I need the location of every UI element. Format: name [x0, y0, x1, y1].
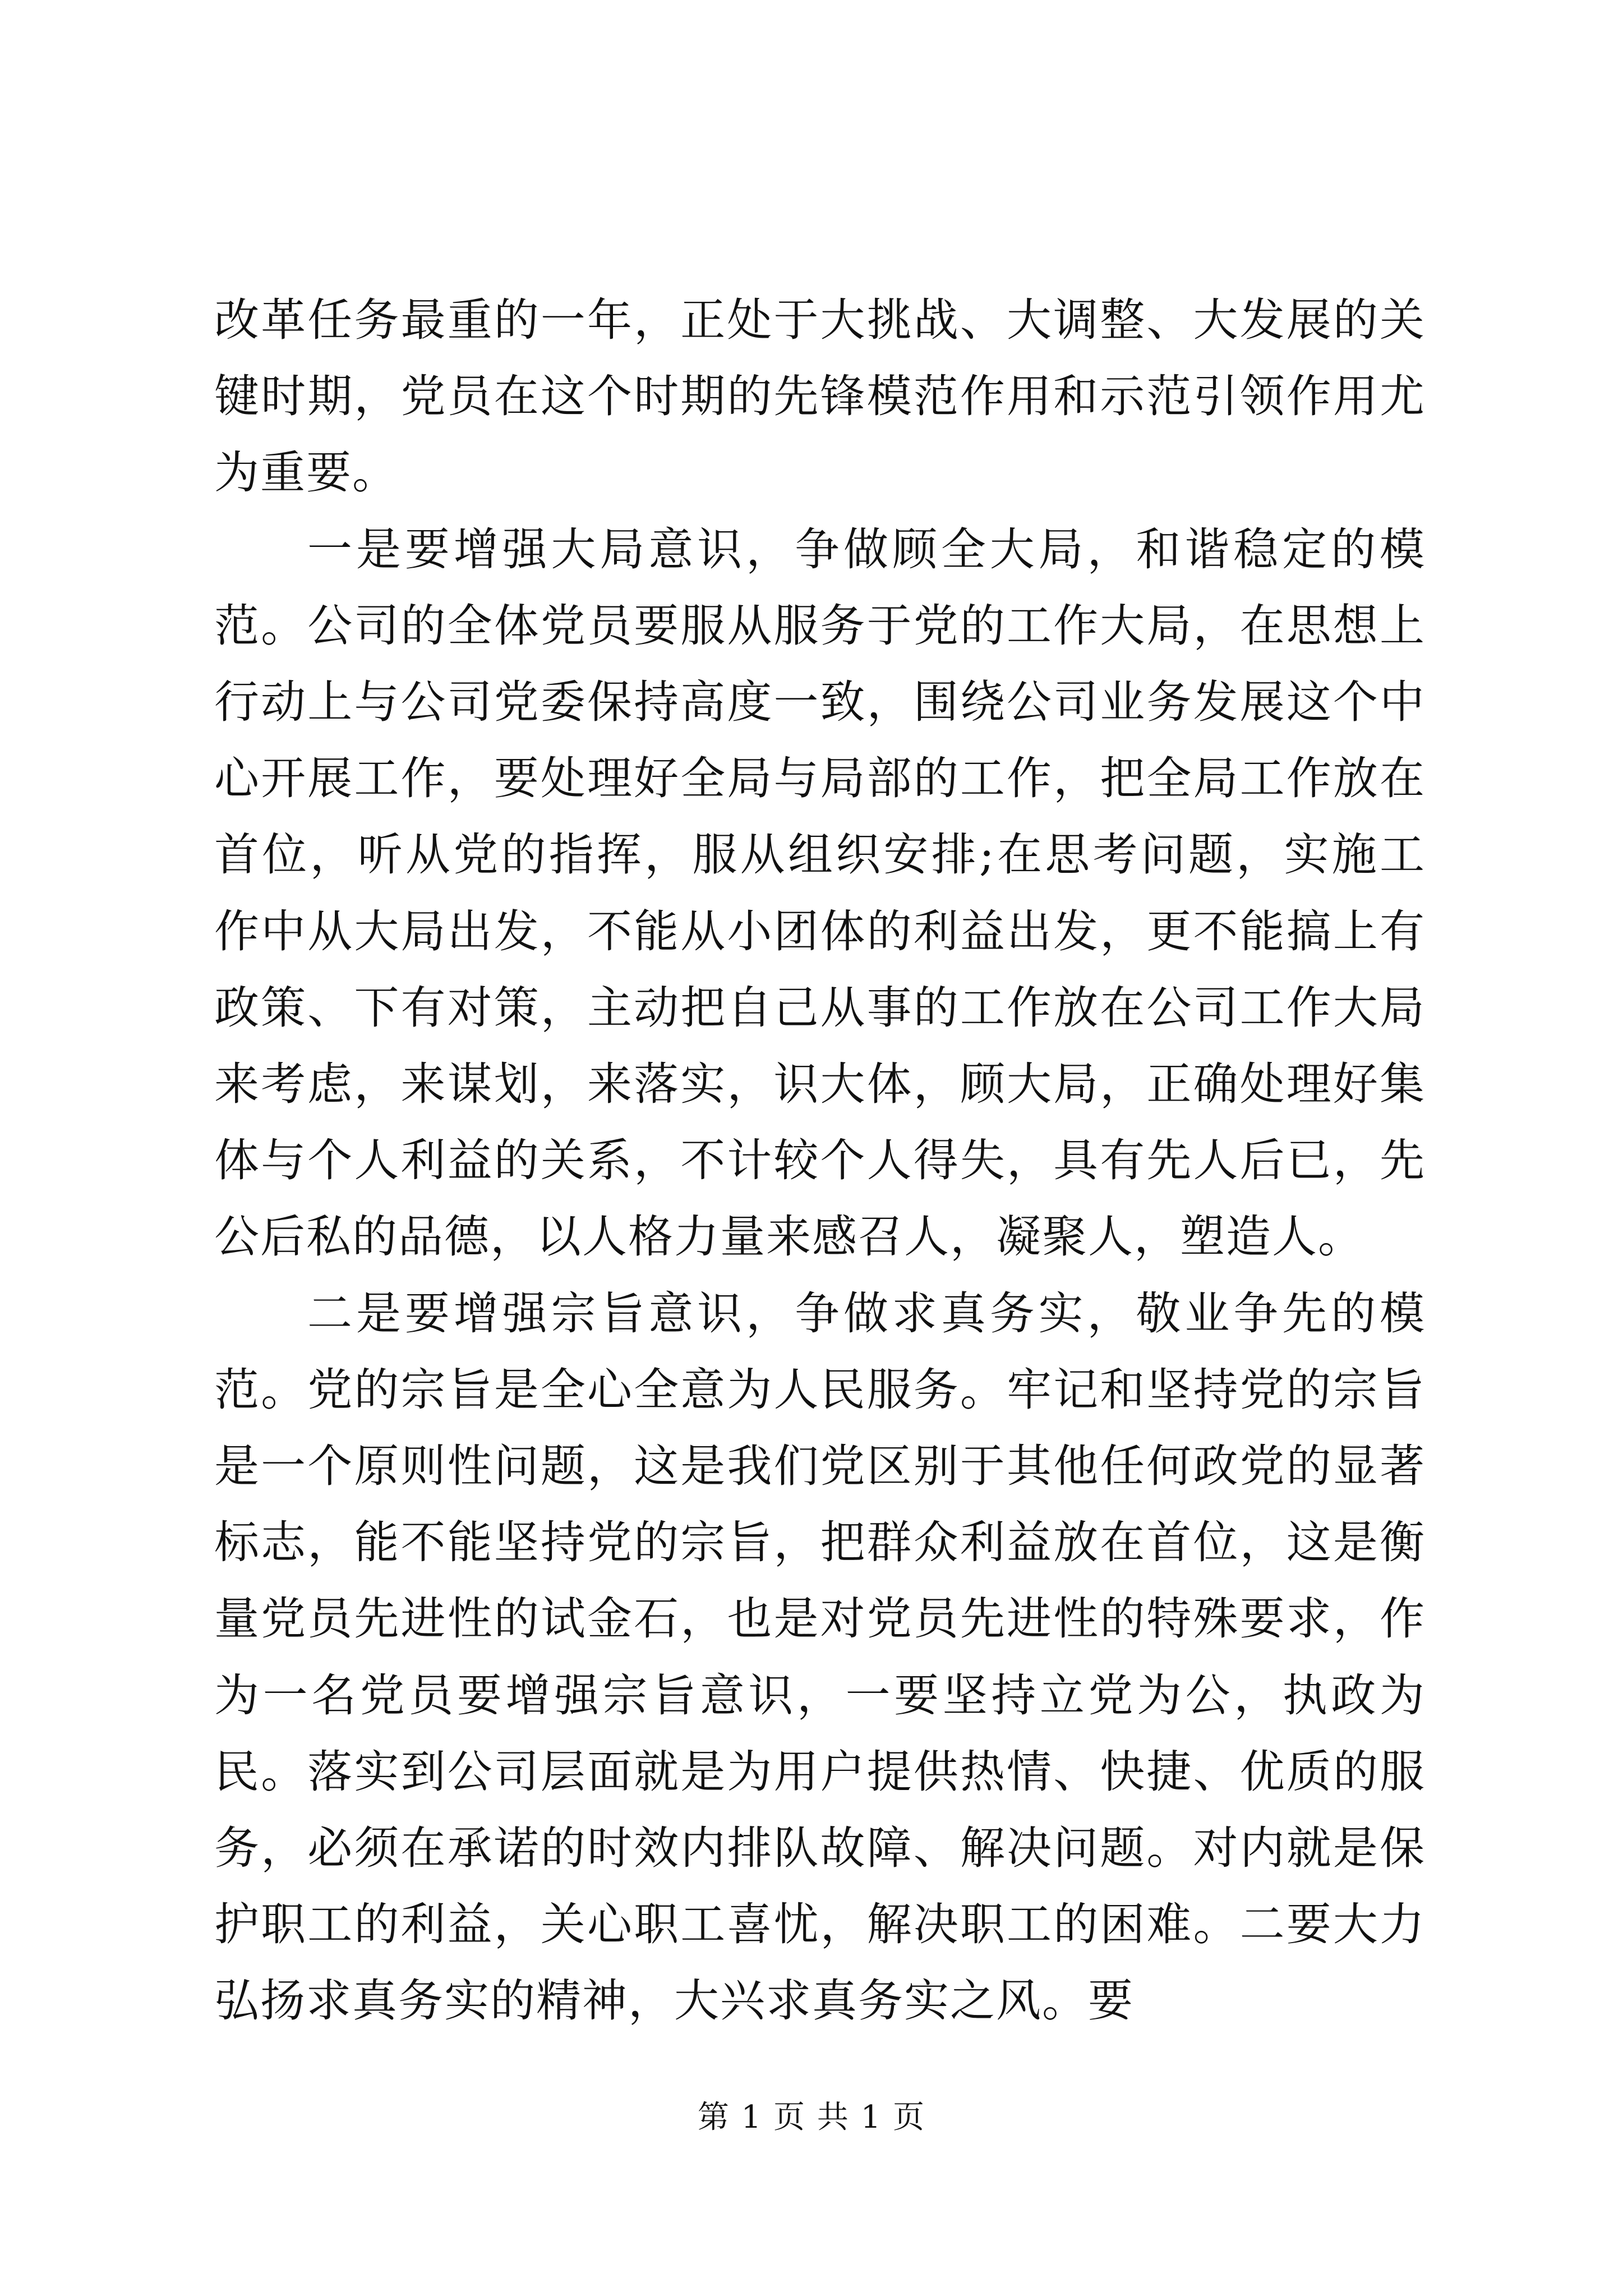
paragraph-purpose-awareness: 二是要增强宗旨意识，争做求真务实，敬业争先的模范。党的宗旨是全心全意为人民服务。牢记和坚持党的宗旨是一个原则性问题，这是我们党区别于其他任何政党的显著标志，能不能坚持党的宗旨，把群众利益放在首位，这是衡量党员先进性的试金石，也是对党员先进性的特殊要求，作为一名党员要增强宗旨意识，一要坚持立党为公，执政为民。落实到公司层面就是为用户提供热情、快捷、优质的服务，必须在承诺的时效内排队故障、解决问题。对内就是保护职工的利益，关心职工喜忧，解决职工的困难。二要大力弘扬求真务实的精神，大兴求真务实之风。要 [214, 1287, 1426, 2027]
paragraph-overall-awareness: 一是要增强大局意识，争做顾全大局，和谐稳定的模范。公司的全体党员要服从服务于党的工作大局，在思想上行动上与公司党委保持高度一致，围绕公司业务发展这个中心开展工作，要处理好全局与局部的工作，把全局工作放在首位，听从党的指挥，服从组织安排;在思考问题，实施工作中从大局出发，不能从小团体的利益出发，更不能搞上有政策、下有对策，主动把自己从事的工作放在公司工作大局来考虑，来谋划，来落实，识大体，顾大局，正确处理好集体与个人利益的关系，不计较个人得失，具有先人后已，先公后私的品德，以人格力量来感召人，凝聚人，塑造人。 [214, 523, 1426, 1263]
paragraph-continued: 改革任务最重的一年，正处于大挑战、大调整、大发展的关键时期，党员在这个时期的先锋模范作用和示范引领作用尤为重要。 [214, 294, 1426, 499]
document-body [214, 282, 1426, 2040]
page-footer: 第 1 页 共 1 页 [697, 2099, 926, 2136]
